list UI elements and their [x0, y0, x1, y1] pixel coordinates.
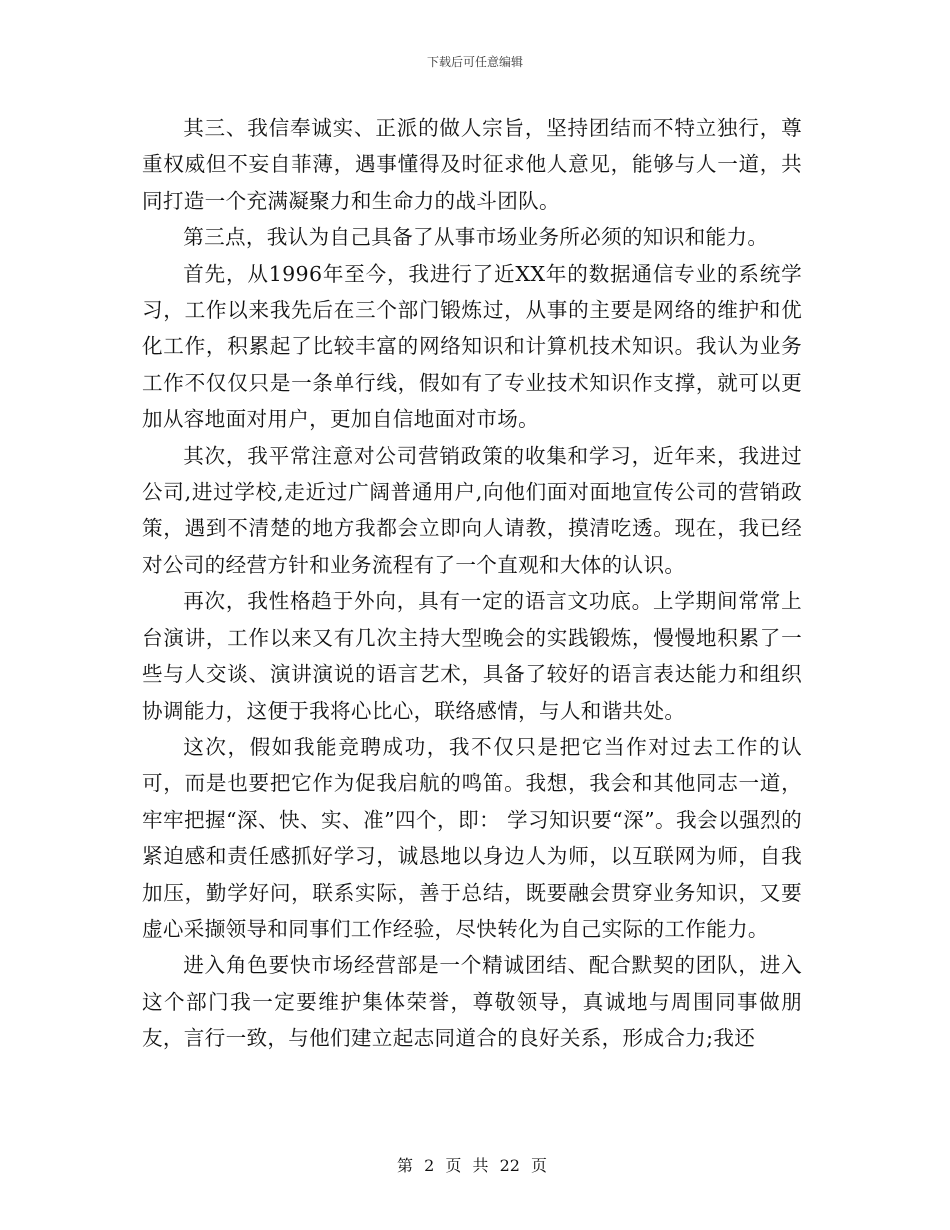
paragraph: 这次，假如我能竞聘成功，我不仅只是把它当作对过去工作的认可，而是也要把它作为促我启航的鸣笛。我想，我会和其他同志一道，牢牢把握“深、快、实、准”四个，即： 学习知识要“深”。我会以强烈的紧迫感和责任感抓好学习，诚恳地以身边人为师，以互联网为师，自我加压，勤学好问，联系实际，善于总结，既要融会贯穿业务知识，又要虚心采撷领导和同事们工作经验，尽快转化为自己实际的工作能力。 — [142, 734, 802, 941]
paragraph: 其三、我信奉诚实、正派的做人宗旨，坚持团结而不特立独行，尊重权威但不妄自菲薄，遇事懂得及时征求他人意见，能够与人一道，共同打造一个充满凝聚力和生命力的战斗团队。 — [142, 116, 802, 213]
paragraph: 第三点，我认为自己具备了从事市场业务所必须的知识和能力。 — [183, 225, 769, 250]
footer-label-di: 第 — [396, 1156, 413, 1175]
footer-label-ye-end: 页 — [531, 1156, 548, 1175]
document-body — [142, 110, 802, 1057]
current-page-number: 2 — [424, 1156, 435, 1175]
header-note: 下载后可任意编辑 — [426, 55, 523, 69]
paragraph: 首先，从1996年至今，我进行了近XX年的数据通信专业的系统学习，工作以来我先后在三个部门锻炼过，从事的主要是网络的维护和优化工作，积累起了比较丰富的网络知识和计算机技术知识。我认为业务工作不仅仅只是一条单行线，假如有了专业技术知识作支撑，就可以更加从容地面对用户，更加自信地面对市场。 — [142, 261, 802, 432]
total-page-number: 22 — [499, 1156, 520, 1175]
page-header — [0, 54, 950, 70]
footer-label-gong: 共 — [472, 1156, 489, 1175]
paragraph: 其次，我平常注意对公司营销政策的收集和学习，近年来，我进过公司,进过学校,走近过广阔普通用户,向他们面对面地宣传公司的营销政策，遇到不清楚的地方我都会立即向人请教，摸清吃透。现在，我已经对公司的经营方针和业务流程有了一个直观和大体的认识。 — [142, 443, 802, 577]
paragraph: 进入角色要快市场经营部是一个精诚团结、配合默契的团队，进入这个部门我一定要维护集体荣誉，尊敬领导，真诚地与周围同事做朋友，言行一致，与他们建立起志同道合的良好关系，形成合力;我还 — [142, 953, 802, 1051]
page-footer — [0, 1156, 950, 1176]
paragraph: 再次，我性格趋于外向，具有一定的语言文功底。上学期间常常上台演讲，工作以来又有几次主持大型晚会的实践锻炼，慢慢地积累了一些与人交谈、演讲演说的语言艺术，具备了较好的语言表达能力和组织协调能力，这便于我将心比心，联络感情，与人和谐共处。 — [142, 589, 802, 723]
footer-label-ye: 页 — [445, 1156, 462, 1175]
